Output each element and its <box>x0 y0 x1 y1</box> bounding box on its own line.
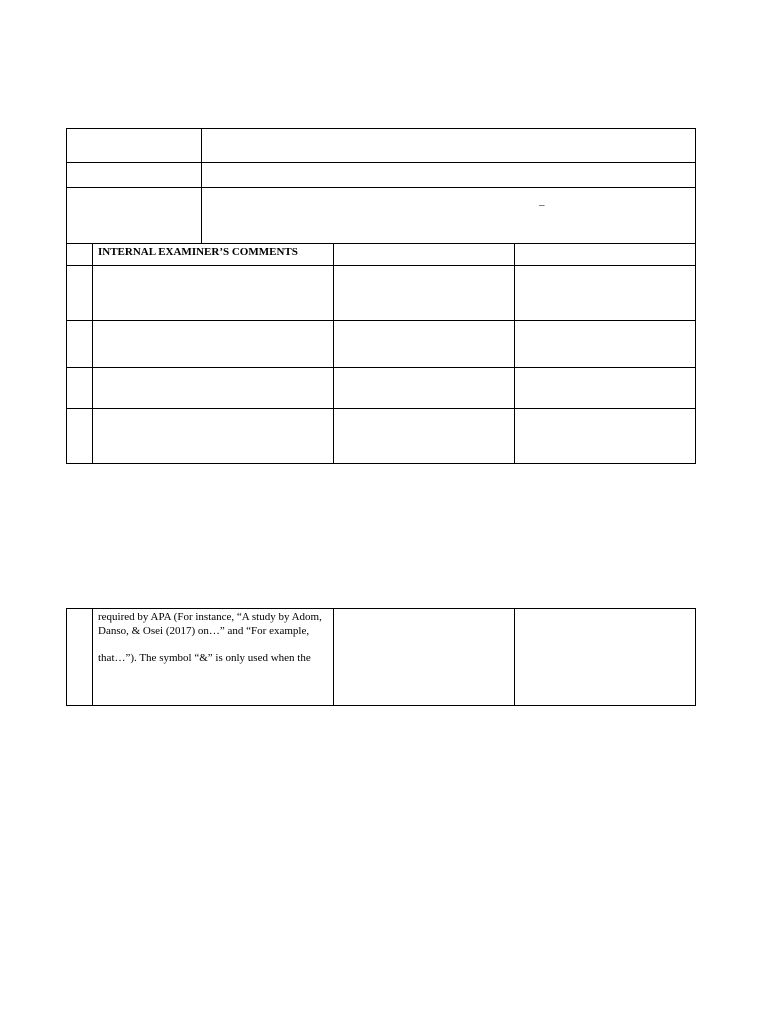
number-cell <box>67 409 93 464</box>
table-row <box>67 368 696 409</box>
table-row <box>67 409 696 464</box>
page-cell <box>515 609 696 706</box>
comment-line-2: Danso, & Osei (2017) on…” and “For example, <box>98 625 310 637</box>
form-value-cell <box>202 188 696 244</box>
number-cell <box>67 609 93 706</box>
dash-mark: – <box>539 199 545 211</box>
response-cell <box>334 409 515 464</box>
page-cell <box>515 321 696 368</box>
comment-spacer <box>98 638 329 651</box>
form-row-3 <box>67 188 696 244</box>
form-label-cell <box>67 129 202 163</box>
form-value-cell <box>202 129 696 163</box>
form-label-cell <box>67 163 202 188</box>
table-row <box>67 266 696 321</box>
header-cell <box>515 244 696 266</box>
section-heading: INTERNAL EXAMINER’S COMMENTS <box>93 244 334 266</box>
response-cell <box>334 321 515 368</box>
table-row <box>67 321 696 368</box>
comments-continuation-table <box>66 608 696 706</box>
form-value-cell <box>202 163 696 188</box>
form-row-2 <box>67 163 696 188</box>
number-cell <box>67 321 93 368</box>
response-cell <box>334 368 515 409</box>
page-cell <box>515 409 696 464</box>
number-cell <box>67 244 93 266</box>
comment-cell <box>93 368 334 409</box>
comments-header-row <box>67 244 696 266</box>
number-cell <box>67 266 93 321</box>
form-row-1 <box>67 129 696 163</box>
examiner-form-table <box>66 128 696 464</box>
comment-cell <box>93 266 334 321</box>
number-cell <box>67 368 93 409</box>
comment-line-3: that…”). The symbol “&” is only used when the <box>98 652 311 664</box>
page-cell <box>515 266 696 321</box>
table-row <box>67 609 696 706</box>
response-cell <box>334 266 515 321</box>
page-cell <box>515 368 696 409</box>
comment-cell <box>93 409 334 464</box>
comment-cell <box>93 609 334 706</box>
comment-cell <box>93 321 334 368</box>
comment-line-1: required by APA (For instance, “A study by Adom, <box>98 611 322 623</box>
header-cell <box>334 244 515 266</box>
form-label-cell <box>67 188 202 244</box>
response-cell <box>334 609 515 706</box>
